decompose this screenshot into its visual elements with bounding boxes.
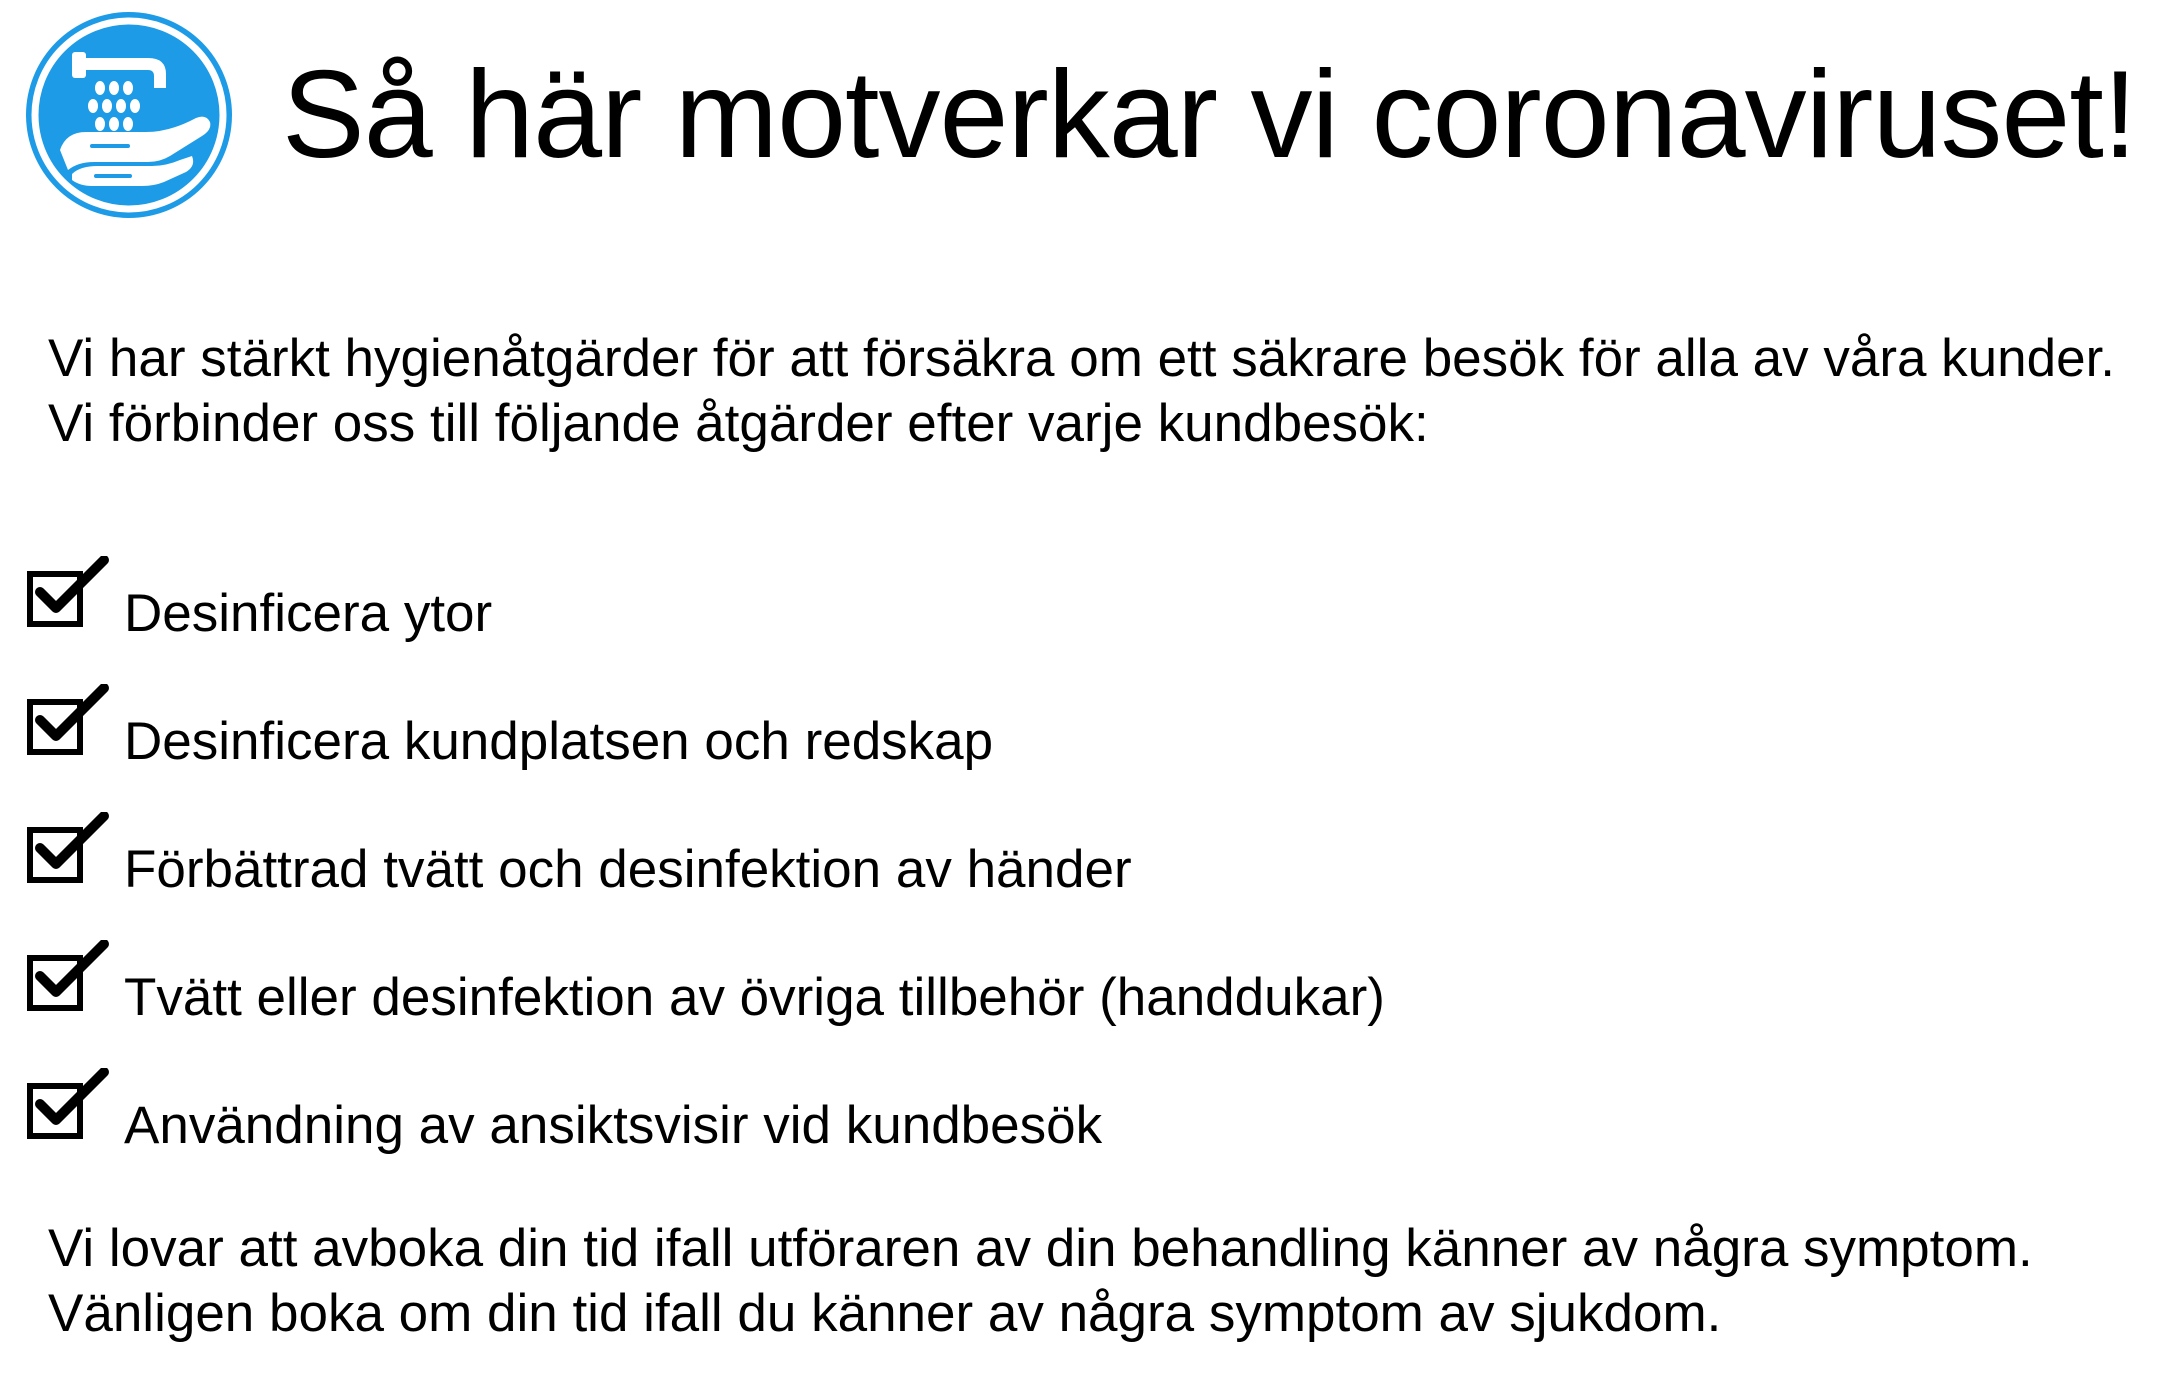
intro-paragraph: Vi har stärkt hygienåtgärder för att försäkra om ett säkrare besök för alla av våra kunder. Vi förbinder oss till följande åtgärder efter varje kundbesök: [48,329,2116,453]
checked-box-icon [26,940,110,1012]
checklist-item-label: Tvätt eller desinfektion av övriga tillbehör (handdukar) [124,968,1385,1027]
checklist-item-label: Desinficera kundplatsen och redskap [124,712,994,771]
page-title: Så här motverkar vi coronaviruset! [282,46,2137,184]
checklist-item [26,1068,1385,1196]
checked-box-icon [26,684,110,756]
checklist-item [26,812,1385,940]
outro-paragraph: Vi lovar att avboka din tid ifall utföraren av din behandling känner av några symptom. Vänligen boka om din tid ifall du känner av några symptom av sjukdom. [48,1219,2033,1343]
checklist-item-label: Förbättrad tvätt och desinfektion av händer [124,840,1132,899]
checked-box-icon [26,812,110,884]
header [20,10,2136,220]
checklist-item [26,556,1385,684]
checklist-item [26,684,1385,812]
checked-box-icon [26,1068,110,1140]
checklist-item-label: Användning av ansiktsvisir vid kundbesök [124,1096,1103,1155]
checked-box-icon [26,556,110,628]
measures-checklist [26,556,1385,1196]
checklist-item [26,940,1385,1068]
hand-washing-icon [20,10,238,220]
checklist-item-label: Desinficera ytor [124,584,493,643]
